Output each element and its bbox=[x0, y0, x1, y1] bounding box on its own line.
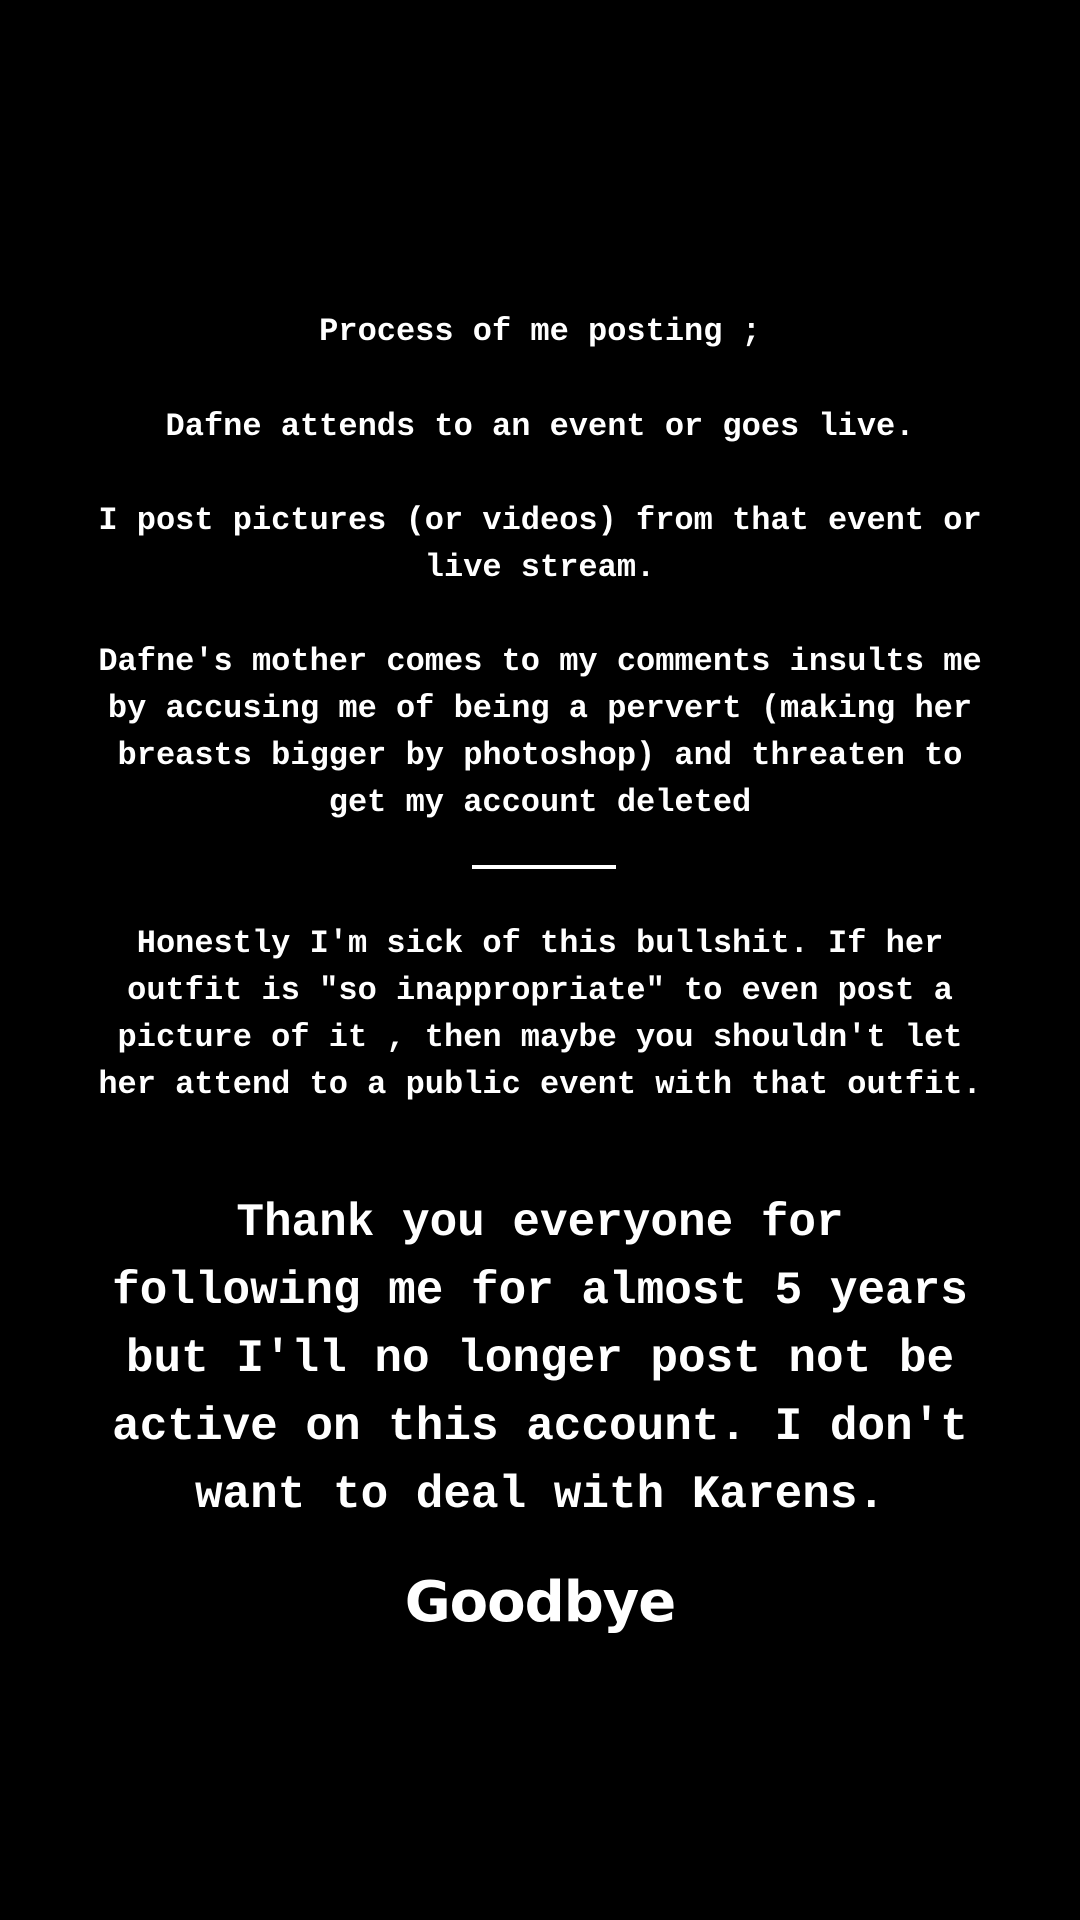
step-3-line-4: get my account deleted bbox=[328, 784, 752, 821]
step-1-text: Dafne attends to an event or goes live. bbox=[165, 408, 915, 445]
heading-text: Process of me posting ; bbox=[319, 313, 761, 350]
goodbye-text: Goodbye bbox=[404, 1570, 676, 1635]
farewell-line-5: want to deal with Karens. bbox=[194, 1469, 886, 1521]
step-2-line-1: I post pictures (or videos) from that event or bbox=[98, 502, 982, 539]
step-2-line-2: live stream. bbox=[424, 549, 656, 586]
rant-line-1: Honestly I'm sick of this bullshit. If her bbox=[136, 925, 944, 962]
divider-line bbox=[472, 865, 616, 869]
farewell-line-4: active on this account. I don't bbox=[112, 1401, 968, 1453]
step-3-line-3: breasts bigger by photoshop) and threaten to bbox=[117, 737, 963, 774]
farewell-line-1: Thank you everyone for bbox=[236, 1197, 844, 1249]
rant-line-4: her attend to a public event with that outfit. bbox=[98, 1066, 982, 1103]
rant-line-3: picture of it , then maybe you shouldn't let bbox=[117, 1019, 963, 1056]
rant-line-2: outfit is "so inappropriate" to even post a bbox=[127, 972, 953, 1009]
step-3-line-2: by accusing me of being a pervert (making her bbox=[107, 690, 973, 727]
farewell-line-3: but I'll no longer post not be bbox=[125, 1333, 955, 1385]
farewell-line-2: following me for almost 5 years bbox=[112, 1265, 968, 1317]
step-3-line-1: Dafne's mother comes to my comments insults me bbox=[98, 643, 982, 680]
